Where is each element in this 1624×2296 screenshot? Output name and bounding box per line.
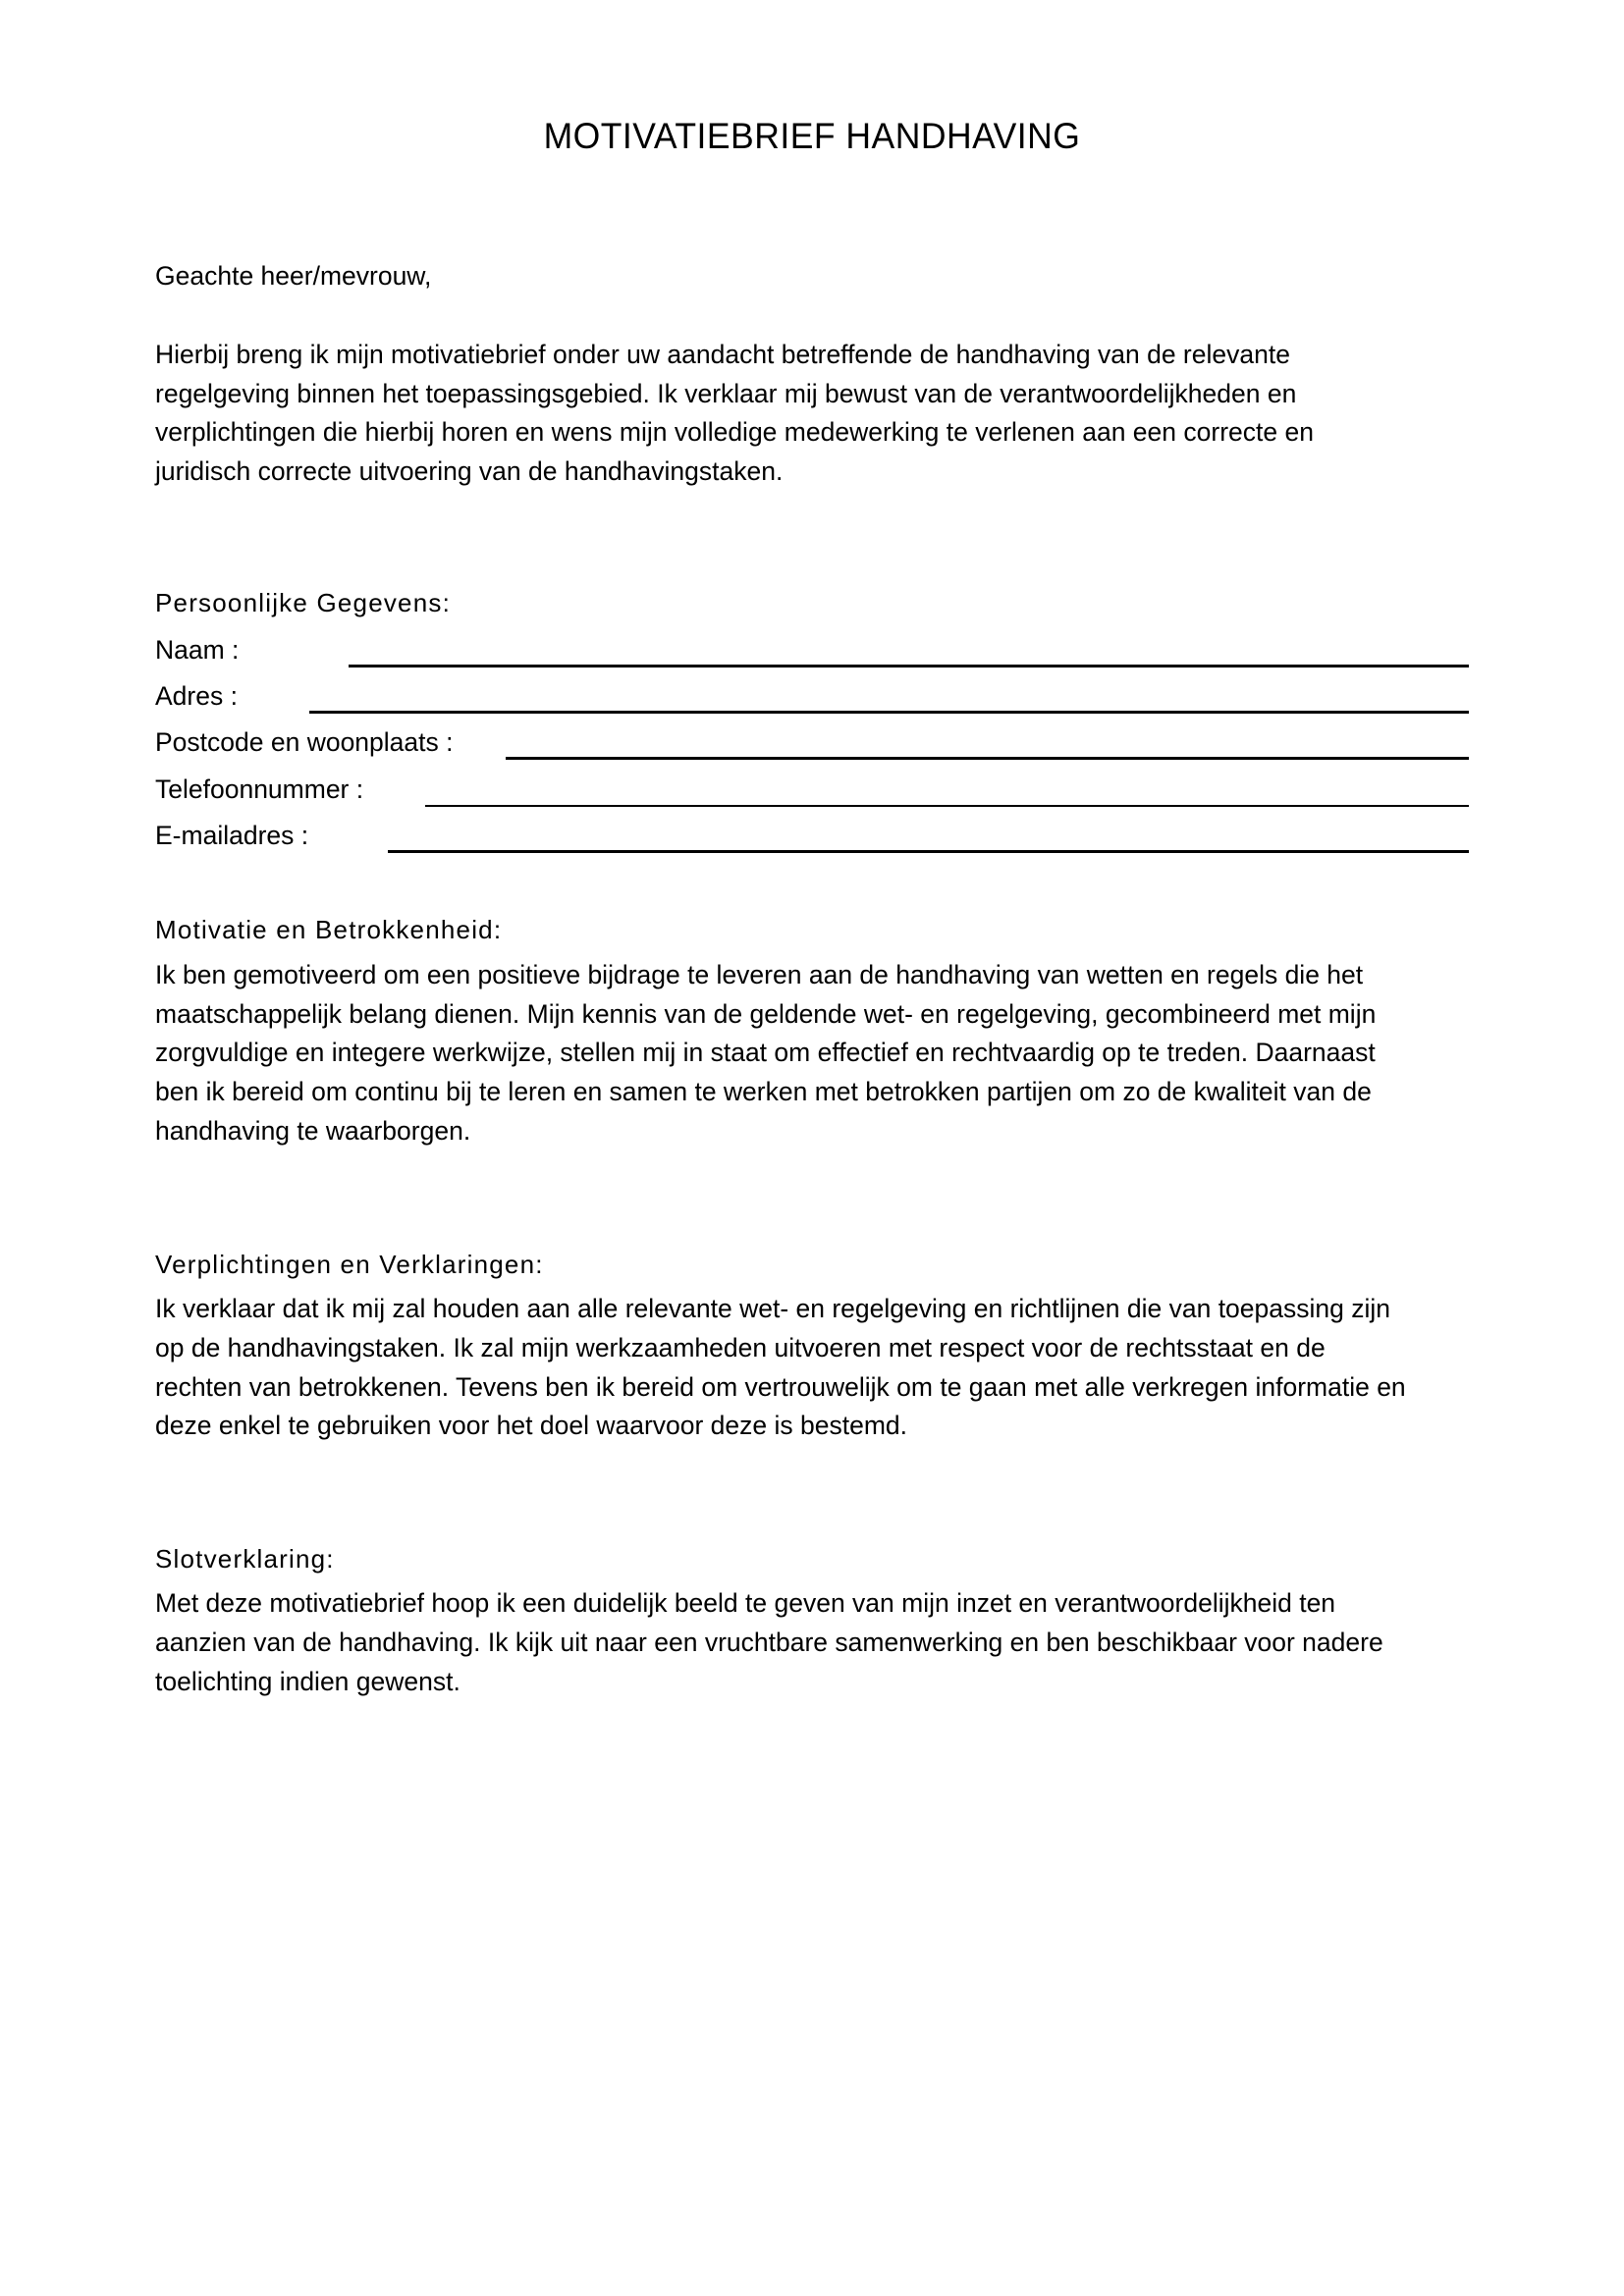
document-title: MOTIVATIEBRIEF HANDHAVING: [543, 116, 1081, 156]
personal-details-heading: Persoonlijke Gegevens:: [155, 588, 451, 617]
intro-line: juridisch correcte uitvoering van de handhavingstaken.: [155, 456, 784, 486]
email-label: E-mailadres :: [155, 821, 309, 850]
closing-heading: Slotverklaring:: [155, 1544, 335, 1574]
name-label: Naam :: [155, 635, 240, 665]
phone-label: Telefoonnummer :: [155, 774, 364, 804]
email-input-line[interactable]: [388, 850, 1469, 853]
closing-line: toelichting indien gewenst.: [155, 1667, 460, 1696]
motivation-line: zorgvuldige en integere werkwijze, stellen mij in staat om effectief en rechtvaardig op te treden. Daarnaast: [155, 1038, 1376, 1067]
motivation-line: Ik ben gemotiveerd om een positieve bijdrage te leveren aan de handhaving van wetten en regels die het: [155, 960, 1364, 989]
closing-line: aanzien van de handhaving. Ik kijk uit naar een vruchtbare samenwerking en ben beschikbaar voor nadere: [155, 1628, 1383, 1657]
intro-line: regelgeving binnen het toepassingsgebied. Ik verklaar mij bewust van de verantwoordelijkheden en: [155, 379, 1297, 408]
phone-input-line[interactable]: [425, 805, 1469, 807]
obligations-line: rechten van betrokkenen. Tevens ben ik bereid om vertrouwelijk om te gaan met alle verkregen informatie en: [155, 1372, 1406, 1402]
address-label: Adres :: [155, 681, 238, 711]
intro-line: Hierbij breng ik mijn motivatiebrief onder uw aandacht betreffende de handhaving van de relevante: [155, 340, 1290, 369]
motivation-line: handhaving te waarborgen.: [155, 1116, 471, 1146]
name-input-line[interactable]: [349, 665, 1469, 667]
obligations-line: deze enkel te gebruiken voor het doel waarvoor deze is bestemd.: [155, 1411, 908, 1440]
address-input-line[interactable]: [309, 711, 1469, 714]
obligations-heading: Verplichtingen en Verklaringen:: [155, 1250, 544, 1279]
obligations-line: Ik verklaar dat ik mij zal houden aan alle relevante wet- en regelgeving en richtlijnen die van toepassing zijn: [155, 1294, 1390, 1323]
postcode-city-input-line[interactable]: [506, 757, 1469, 760]
motivation-line: maatschappelijk belang dienen. Mijn kennis van de geldende wet- en regelgeving, gecombineerd met mijn: [155, 999, 1377, 1029]
salutation: Geachte heer/mevrouw,: [155, 261, 432, 291]
closing-line: Met deze motivatiebrief hoop ik een duidelijk beeld te geven van mijn inzet en verantwoordelijkheid ten: [155, 1588, 1336, 1618]
postcode-city-label: Postcode en woonplaats :: [155, 727, 454, 757]
motivation-heading: Motivatie en Betrokkenheid:: [155, 915, 503, 944]
intro-line: verplichtingen die hierbij horen en wens mijn volledige medewerking te verlenen aan een correcte en: [155, 417, 1314, 447]
obligations-line: op de handhavingstaken. Ik zal mijn werkzaamheden uitvoeren met respect voor de rechtsstaat en de: [155, 1333, 1326, 1362]
motivation-line: ben ik bereid om continu bij te leren en samen te werken met betrokken partijen om zo de kwaliteit van de: [155, 1077, 1372, 1106]
